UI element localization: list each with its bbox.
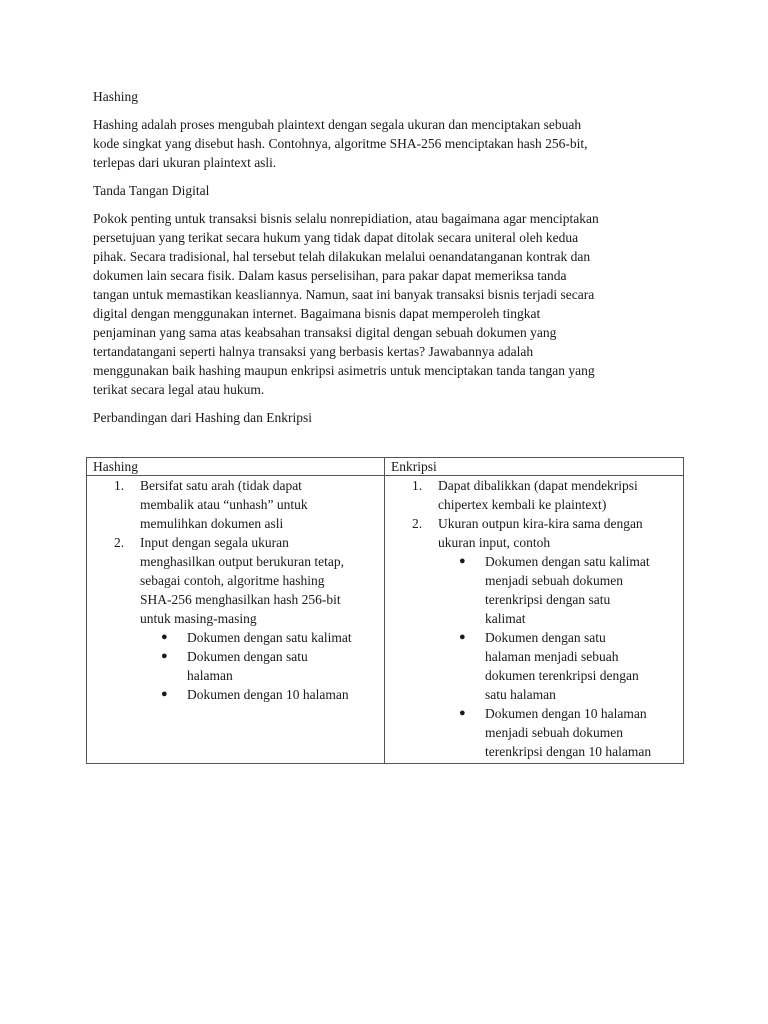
bullet-item xyxy=(385,552,683,628)
bullet-item xyxy=(385,704,683,761)
paragraph-line: pihak. Secara tradisional, hal tersebut telah dilakukan melalui oenandatanganan kontrak dan xyxy=(93,249,591,264)
item-line: dokumen terenkripsi dengan xyxy=(485,668,639,683)
numbered-item xyxy=(87,533,384,628)
item-line: kalimat xyxy=(485,611,526,626)
paragraph-line: digital dengan menggunakan internet. Bagaimana bisnis dapat memperoleh tingkat xyxy=(93,306,541,321)
item-line: Ukuran outpun kira-kira sama dengan xyxy=(438,516,643,531)
paragraph-line: menggunakan baik hashing maupun enkripsi asimetris untuk menciptakan tanda tangan yang xyxy=(93,363,595,378)
item-line: terenkripsi dengan satu xyxy=(485,592,611,607)
paragraph-line: tertandatangani seperti halnya transaksi yang berbasis kertas? Jawabannya adalah xyxy=(93,344,534,359)
item-line: Input dengan segala ukuran xyxy=(140,535,289,550)
item-line: chipertex kembali ke plaintext) xyxy=(438,497,607,512)
item-line: halaman xyxy=(187,668,233,683)
bullet-item xyxy=(385,628,683,704)
item-line: sebagai contoh, algoritme hashing xyxy=(140,573,325,588)
section-title-hashing: Hashing xyxy=(93,89,138,104)
table-header-enkripsi: Enkripsi xyxy=(385,458,684,476)
paragraph-line: terikat secara legal atau hukum. xyxy=(93,382,265,397)
item-line: memulihkan dokumen asli xyxy=(140,516,284,531)
numbered-item xyxy=(87,476,384,533)
paragraph-line: penjaminan yang sama atas keabsahan transaksi digital dengan sebuah dokumen yang xyxy=(93,325,557,340)
item-number: 2. xyxy=(114,535,125,550)
paragraph-line: terlepas dari ukuran plaintext asli. xyxy=(93,155,277,170)
item-line: Dokumen dengan satu xyxy=(187,649,308,664)
bullet-item xyxy=(87,647,384,685)
section-title-digital-signature: Tanda Tangan Digital xyxy=(93,183,210,198)
item-line: untuk masing-masing xyxy=(140,611,257,626)
bullet-icon: ● xyxy=(161,631,168,643)
item-line: Bersifat satu arah (tidak dapat xyxy=(140,478,302,493)
item-line: Dokumen dengan satu kalimat xyxy=(187,630,352,645)
bullet-item xyxy=(87,628,384,647)
bullet-icon: ● xyxy=(459,555,466,567)
comparison-table xyxy=(86,457,684,764)
paragraph-digital-signature xyxy=(93,209,685,399)
item-line: Dokumen dengan 10 halaman xyxy=(187,687,349,702)
item-line: ukuran input, contoh xyxy=(438,535,551,550)
table-header-hashing: Hashing xyxy=(87,458,385,476)
numbered-item xyxy=(385,476,683,514)
document-page xyxy=(93,87,685,436)
paragraph-hashing xyxy=(93,115,685,172)
item-line: menjadi sebuah dokumen xyxy=(485,725,623,740)
item-line: halaman menjadi sebuah xyxy=(485,649,619,664)
item-line: terenkripsi dengan 10 halaman xyxy=(485,744,652,759)
item-line: membalik atau “unhash” untuk xyxy=(140,497,308,512)
bullet-icon: ● xyxy=(459,631,466,643)
item-line: Dokumen dengan satu kalimat xyxy=(485,554,650,569)
item-line: satu halaman xyxy=(485,687,556,702)
numbered-item xyxy=(385,514,683,552)
paragraph-line: Hashing adalah proses mengubah plaintext dengan segala ukuran dan menciptakan sebuah xyxy=(93,117,582,132)
item-line: Dokumen dengan 10 halaman xyxy=(485,706,647,721)
item-line: menghasilkan output berukuran tetap, xyxy=(140,554,344,569)
item-line: menjadi sebuah dokumen xyxy=(485,573,623,588)
item-line: SHA-256 menghasilkan hash 256-bit xyxy=(140,592,341,607)
paragraph-line: Pokok penting untuk transaksi bisnis selalu nonrepidiation, atau bagaimana agar menciptakan xyxy=(93,211,599,226)
item-number: 1. xyxy=(412,478,423,493)
item-line: Dapat dibalikkan (dapat mendekripsi xyxy=(438,478,638,493)
table-header-row xyxy=(87,458,684,476)
item-number: 1. xyxy=(114,478,125,493)
bullet-icon: ● xyxy=(459,707,466,719)
bullet-icon: ● xyxy=(161,688,168,700)
section-title-comparison: Perbandingan dari Hashing dan Enkripsi xyxy=(93,410,312,425)
hashing-cell xyxy=(87,476,385,764)
paragraph-line: persetujuan yang terikat secara hukum yang tidak dapat ditolak secara uniteral oleh kedua xyxy=(93,230,579,245)
item-number: 2. xyxy=(412,516,423,531)
bullet-icon: ● xyxy=(161,650,168,662)
paragraph-line: dokumen lain secara fisik. Dalam kasus perselisihan, para pakar dapat memeriksa tanda xyxy=(93,268,567,283)
enkripsi-cell xyxy=(385,476,684,764)
bullet-item xyxy=(87,685,384,704)
item-line: Dokumen dengan satu xyxy=(485,630,606,645)
table-row xyxy=(87,476,684,764)
paragraph-line: kode singkat yang disebut hash. Contohnya, algoritme SHA-256 menciptakan hash 256-bit, xyxy=(93,136,588,151)
paragraph-line: tangan untuk memastikan keasliannya. Namun, saat ini banyak transaksi bisnis terjadi secara xyxy=(93,287,595,302)
